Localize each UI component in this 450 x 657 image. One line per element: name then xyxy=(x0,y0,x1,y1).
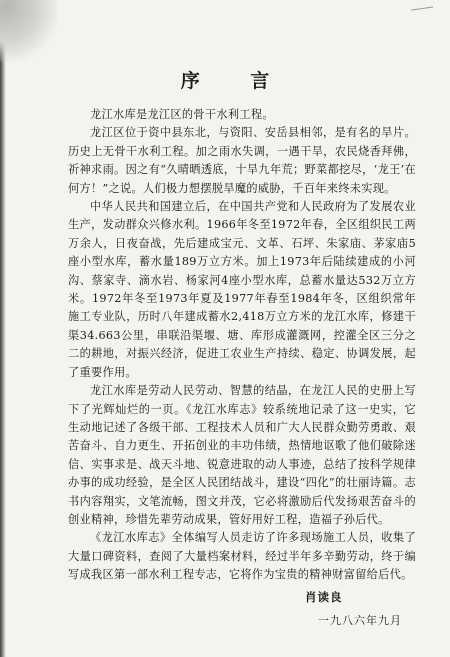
paragraph-1: 龙江水库是龙江区的骨干水利工程。 xyxy=(90,108,274,121)
scan-stain xyxy=(0,0,58,62)
author-signature: 肖读良 xyxy=(305,590,343,604)
paragraph-4: 龙江水库是劳动人民劳动、智慧的结晶，在龙江人民的史册上写下了光辉灿烂的一页。《龙江水库志》较系统地记录了这一史实，它生动地记述了各级干部、工程技术人员和广大人民群众勤劳勇敢、艰苦奋斗、自力更生、开拓创业的丰功伟绩，热情地讴歌了他们破除迷信、实事求是、战天斗地、锐意进取的动人事迹，总结了按科学规律办事的成功经验，是全区人民团结战斗，建设“四化”的壮丽诗篇。志书内容翔实，文笔流畅，图文并茂，它必将激励后代发扬艰苦奋斗的创业精神，珍惜先辈劳动成果，管好用好工程，造福子孙后代。 xyxy=(68,384,416,526)
page-title: 序 言 xyxy=(180,70,292,92)
page-binding-edge xyxy=(0,0,6,657)
paragraph-2: 龙江区位于资中县东北，与资阳、安岳县相邻，是有名的旱片。历史上无骨干水利工程。加之雨水失调，一遇干旱，农民烧香拜佛，祈神求雨。因之有“久晴晒透底，十旱九年荒；野菜都挖尽，‘龙王’在何方！”之说。人们极力想摆脱旱魔的威胁，千百年来终未实现。 xyxy=(68,126,416,195)
date-line: 一九八六年九月 xyxy=(318,614,402,627)
body-text xyxy=(68,106,416,585)
paragraph-3: 中华人民共和国建立后，在中国共产党和人民政府为了发展农业生产，发动群众兴修水利。1966年冬至1972年春，全区组织民工两万余人，日夜奋战，先后建成宝元、文革、石坪、朱家庙、茅家庙5座小型水库，蓄水量189万立方米。加上1973年后陆续建成的小河沟、蔡家寺、滴水岩、杨家河4座小型水库，总蓄水量达532万立方米。1972年冬至1973年夏及1977年春至1984年冬，区组织常年施工专业队，历时八年建成蓄水2,418万立方米的龙江水库，修建干渠34.663公里，串联沿渠堰、塘、库形成灌溉网，控灌全区三分之二的耕地，对振兴经济，促进工农业生产持续、稳定、协调发展，起了重要作用。 xyxy=(68,200,416,379)
scan-mark xyxy=(411,7,435,23)
paragraph-5: 《龙江水库志》全体编写人员走访了许多现场施工人员，收集了大量口碑资料，查阅了大量档案材料，经过半年多辛勤劳动，终于编写成我区第一部水利工程专志，它将作为宝贵的精神财富留给后代。 xyxy=(68,531,416,582)
